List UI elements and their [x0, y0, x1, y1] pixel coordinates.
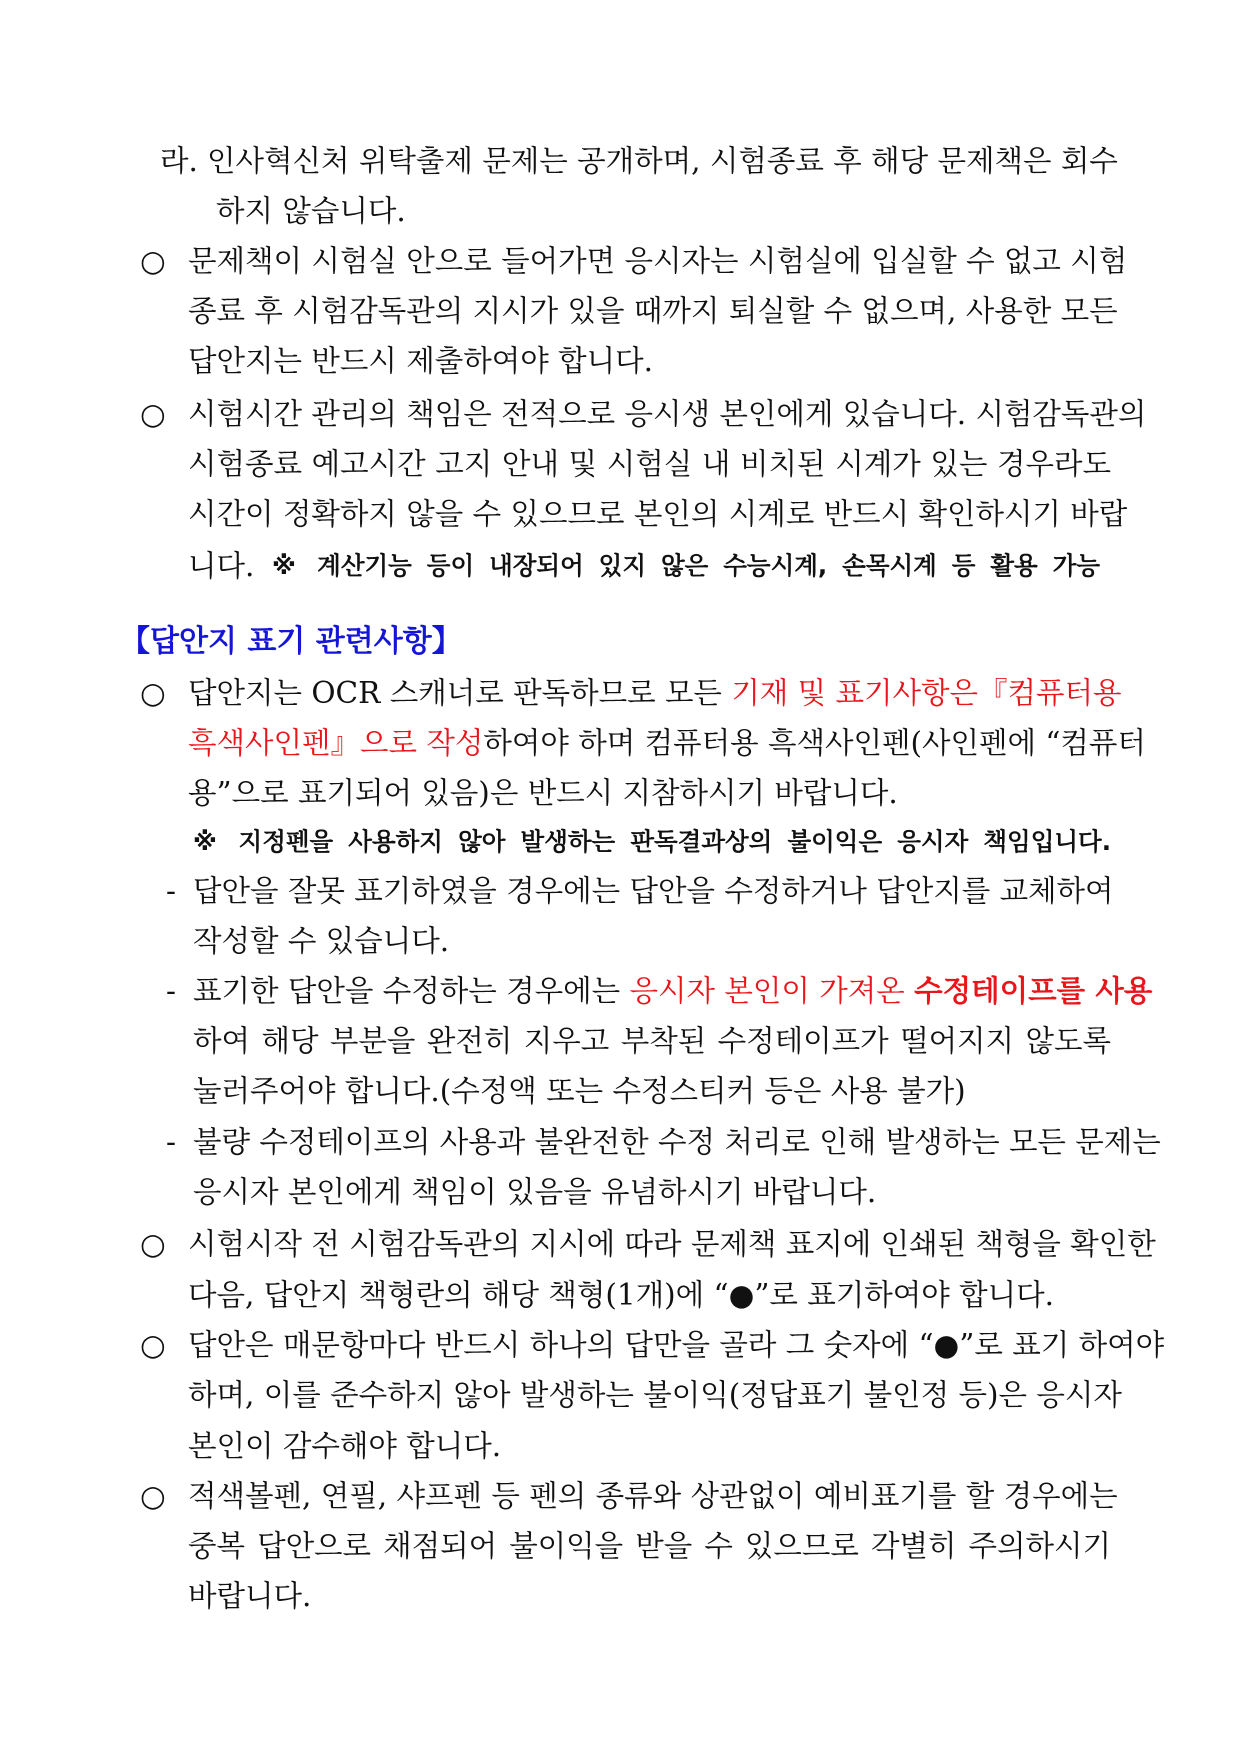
bullet-time-line-1: 시험시간 관리의 책임은 전적으로 응시생 본인에게 있습니다. 시험감독관의	[188, 397, 1147, 431]
dash-bad-tape-line-2: 응시자 본인에게 책임이 있음을 유념하시기 바랍니다.	[193, 1175, 877, 1209]
dash-marker: -	[166, 974, 176, 1008]
dash-fix-line-2: 작성할 수 있습니다.	[193, 924, 450, 958]
dash-tape-line-1-text: 표기한 답안을 수정하는 경우에는	[193, 974, 630, 1008]
bullet-booktype-line-1: 시험시작 전 시험감독관의 지시에 따라 문제책 표지에 인쇄된 책형을 확인한	[188, 1227, 1156, 1261]
bullet-one-answer-line-3: 본인이 감수해야 합니다.	[188, 1429, 502, 1463]
dash-tape-line-1-strong: 수정테이프를 사용	[914, 974, 1153, 1008]
bullet-time-note: ※ 계산기능 등이 내장되어 있지 않은 수능시계, 손목시계 등 활용 가능	[272, 551, 1100, 580]
item-ra-line-1: 인사혁신처 위탁출제 문제는 공개하며, 시험종료 후 해당 문제책은 회수	[207, 144, 1118, 178]
dash-tape-line-1-emphasis: 응시자 본인이 가져온	[629, 974, 915, 1008]
circle-bullet-icon: ○	[140, 1328, 166, 1362]
dash-tape-line-3: 눌러주어야 합니다.(수정액 또는 수정스티커 등은 사용 불가)	[193, 1074, 966, 1108]
circle-bullet-icon: ○	[140, 397, 166, 431]
bullet-ocr-line-2-text: 하여야 하며 컴퓨터용 흑색사인펜(사인펜에 “컴퓨터	[483, 726, 1146, 760]
circle-bullet-icon: ○	[140, 244, 166, 278]
bullet-booklet-line-2: 종료 후 시험감독관의 지시가 있을 때까지 퇴실할 수 없으며, 사용한 모든	[188, 294, 1118, 328]
circle-bullet-icon: ○	[140, 1479, 166, 1513]
bullet-ocr-line-1	[188, 668, 1122, 718]
circle-bullet-icon: ○	[140, 676, 166, 710]
bullet-one-answer-line-1: 답안은 매문항마다 반드시 하나의 답만을 골라 그 숫자에 “●”로 표기 하여야	[188, 1328, 1165, 1362]
bullet-time-line-4: 니다.	[188, 549, 255, 583]
dash-marker: -	[166, 874, 176, 908]
bullet-booktype-line-2: 다음, 답안지 책형란의 해당 책형(1개)에 “●”로 표기하여야 합니다.	[188, 1278, 1055, 1312]
dash-tape-line-1	[193, 966, 1153, 1016]
bullet-ocr-line-1-emphasis: 기재 및 표기사항은『컴퓨터용	[731, 676, 1122, 710]
bullet-premark-line-3: 바랍니다.	[188, 1579, 312, 1613]
bullet-one-answer-line-2: 하며, 이를 준수하지 않아 발생하는 불이익(정답표기 불인정 등)은 응시자	[188, 1378, 1122, 1412]
bullet-ocr-line-3: 용”으로 표기되어 있음)은 반드시 지참하시기 바랍니다.	[188, 776, 898, 810]
dash-bad-tape-line-1: 불량 수정테이프의 사용과 불완전한 수정 처리로 인해 발생하는 모든 문제는	[193, 1125, 1161, 1159]
bullet-ocr-note: ※ 지정펜을 사용하지 않아 발생하는 판독결과상의 불이익은 응시자 책임입니다.	[193, 827, 1111, 856]
dash-fix-line-1: 답안을 잘못 표기하였을 경우에는 답안을 수정하거나 답안지를 교체하여	[193, 874, 1114, 908]
bullet-premark-line-2: 중복 답안으로 채점되어 불이익을 받을 수 있으므로 각별히 주의하시기	[188, 1529, 1111, 1563]
dash-marker: -	[166, 1125, 176, 1159]
bullet-premark-line-1: 적색볼펜, 연필, 샤프펜 등 펜의 종류와 상관없이 예비표기를 할 경우에는	[188, 1479, 1118, 1513]
item-ra-line-2: 하지 않습니다.	[216, 194, 406, 228]
item-ra-marker: 라.	[160, 144, 198, 178]
bullet-time-line-2: 시험종료 예고시간 고지 안내 및 시험실 내 비치된 시계가 있는 경우라도	[188, 447, 1111, 481]
bullet-ocr-line-2-emphasis: 흑색사인펜』으로 작성	[188, 726, 484, 760]
section-heading: 【답안지 표기 관련사항】	[120, 624, 462, 659]
bullet-ocr-line-2	[188, 718, 1146, 768]
bullet-ocr-line-1-text: 답안지는 OCR 스캐너로 판독하므로 모든	[188, 676, 732, 710]
bullet-booklet-line-1: 문제책이 시험실 안으로 들어가면 응시자는 시험실에 입실할 수 없고 시험	[188, 244, 1128, 278]
circle-bullet-icon: ○	[140, 1227, 166, 1261]
dash-tape-line-2: 하여 해당 부분을 완전히 지우고 부착된 수정테이프가 떨어지지 않도록	[193, 1024, 1111, 1058]
bullet-time-line-3: 시간이 정확하지 않을 수 있으므로 본인의 시계로 반드시 확인하시기 바랍	[188, 497, 1128, 531]
bullet-booklet-line-3: 답안지는 반드시 제출하여야 합니다.	[188, 344, 653, 378]
